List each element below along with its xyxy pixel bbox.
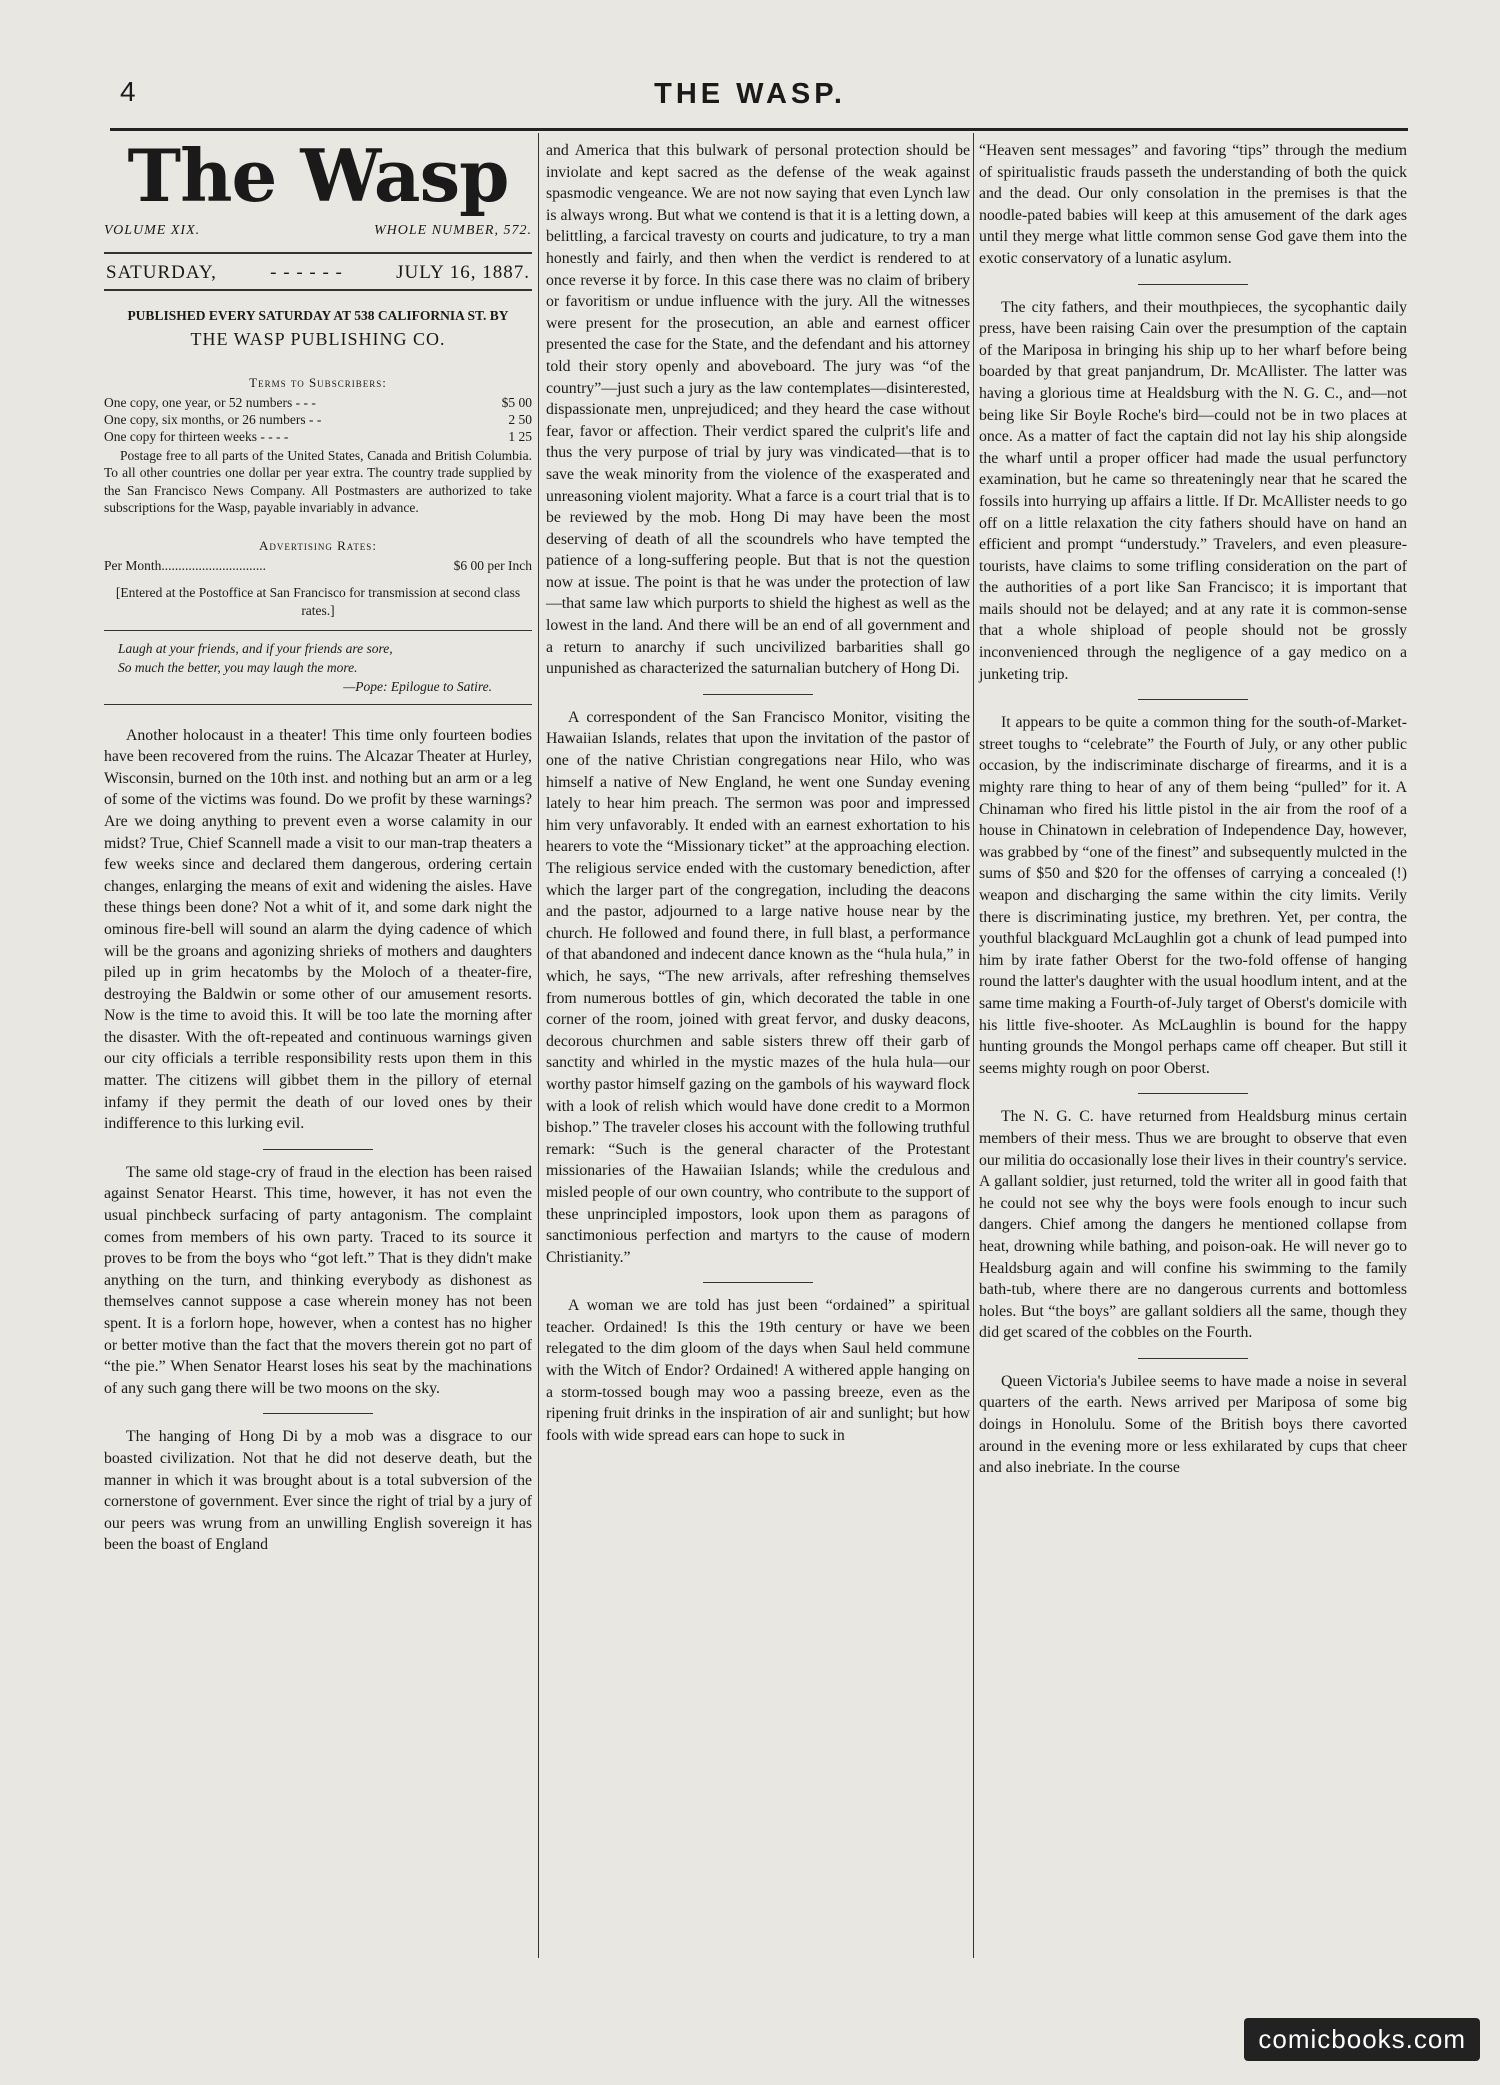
running-title: THE WASP.	[654, 78, 846, 110]
terms-label: One copy, one year, or 52 numbers - - -	[104, 394, 316, 410]
terms-price: $5 00	[501, 394, 532, 410]
column-3	[979, 140, 1407, 1479]
article-separator	[263, 1413, 373, 1414]
advertising-label: Per Month...............................	[104, 557, 266, 573]
motto-line: Laugh at your friends, and if your friends are sore,	[118, 640, 393, 656]
advertising-price: $6 00 per Inch	[453, 557, 532, 573]
article-separator	[703, 694, 813, 695]
article-paragraph: A woman we are told has just been “ordained” a spiritual teacher. Ordained! Is this the 19th century or have we been relegated to the dim gloom of the days when Saul held commune with the Witch of Endor? Ordained! A withered apple hanging on a storm-tossed bough may woo a passing breeze, even as the ripening fruit drinks in the inspiration of air and sunlight; but how fools with wide spread ears can hope to suck in	[546, 1297, 970, 1444]
advertising-heading: Advertising Rates:	[259, 537, 377, 553]
article-paragraph: The city fathers, and their mouthpieces, the sycophantic daily press, have been raising Cain over the presumption of the captain of the Mariposa in bringing his ship up to her wharf before being boarded by that great panjandrum, Dr. McAllister. The latter was having a glorious time at Healdsburg with the N. G. C., and—not being like Sir Boyle Roche's bird—could not be in two places at once. As a matter of fact the captain did not lay his ship alongside the wharf until a proper officer had made the usual perfunctory examination, but he came so threateningly near that he scared the fossils into hurrying up affairs a little. If Dr. McAllister needs to go off on a little relaxation the city fathers should have on hand an efficient and prompt “understudy.” Travelers, and even pleasure-tourists, have claims to some trifling consideration on the part of the authorities of a port like San Francisco; it is important that mails should not be delayed; and at any rate it is common-sense that a whole shipload of people should not be grossly inconvenienced through the negligence of a gay medico on a junketing trip.	[979, 298, 1407, 683]
terms-label: One copy, six months, or 26 numbers - -	[104, 411, 322, 427]
article-paragraph: Queen Victoria's Jubilee seems to have made a noise in several quarters of the earth. News arrived per Mariposa of some big doings in Honolulu. Some of the British boys there cavorted around in the evening more or less exhilarated by cups that cheer and also inebriate. In the course	[979, 1372, 1407, 1477]
whole-number: WHOLE NUMBER, 572.	[374, 223, 532, 238]
publisher: THE WASP PUBLISHING CO.	[190, 328, 446, 349]
masthead-title: The Wasp	[127, 133, 509, 218]
dateline-date: JULY 16, 1887.	[396, 261, 530, 283]
motto	[104, 630, 532, 705]
advertising-row	[104, 557, 532, 574]
terms-heading: Terms to Subscribers:	[249, 375, 387, 391]
watermark-badge: comicbooks.com	[1244, 2018, 1480, 2061]
article-paragraph: A correspondent of the San Francisco Monitor, visiting the Hawaiian Islands, relates that upon the invitation of the pastor of one of the native Christian congregations near Hilo, who was himself a native of New England, he went one Sunday evening lately to hear him preach. The sermon was poor and impressed him very unfavorably. It ended with an earnest exhortation to his hearers to vote the “Missionary ticket” at the approaching election. The religious service ended with the customary benediction, after which the larger part of the congregation, including the deacons and the pastor, adjourned to a large native house near by the church. He followed and found there, in full blast, a performance of that abandoned and indecent dance known as the “hula hula,” in which, he says, “The new arrivals, after refreshing themselves from numerous bottles of gin, which decorated the table in one corner of the room, joined with great fervor, and dusky deacons, decorous churchmen and sable sisters threw off their garb of sanctity and whirled in the mystic mazes of the hula hula—our worthy pastor himself gazing on the gambols of his wayward flock with a look of relish which would have done credit to a Mormon bishop.” The traveler closes his account with the following truthful remark: “Such is the general character of the Protestant missionaries of the Hawaiian Islands; while the credulous and misled people of our own country, who contribute to the support of these unprincipled impostors, look upon them as paragons of sanctimonious perfection and martyrs to the cause of modern Christianity.”	[546, 708, 970, 1266]
top-rule	[110, 128, 1408, 131]
article-separator	[1138, 699, 1248, 700]
article-separator	[1138, 284, 1248, 285]
motto-source: —Pope: Epilogue to Satire.	[343, 678, 492, 694]
dateline-day: SATURDAY,	[106, 261, 217, 283]
volume-line	[104, 220, 532, 242]
article-paragraph: Another holocaust in a theater! This time only fourteen bodies have been recovered from the ruins. The Alcazar Theater at Hurley, Wisconsin, burned on the 10th inst. and nothing but an arm or a leg of some of the victims was found. Do we profit by these warnings? Are we doing anything to prevent even a worse calamity in our midst? True, Chief Scannell made a visit to our man-trap theaters a few weeks since and declared them dangerous, ordering certain changes, enlarging the means of exit and widening the aisles. Have these things been done? Not a whit of it, and some dark night the ominous fire-bell will sound an alarm the dying cadence of which will be the groans and agonizing shrieks of mothers and daughters piled up in grim hecatombs by the Moloch of a theater-fire, destroying the Baldwin or some other of our amusement resorts. Now is the time to avoid this. It will be too late the morning after the disaster. With the oft-repeated and continuous warnings given our city officials a terrible responsibility rests upon them in this matter. The citizens will gibbet them in the pillory of eternal infamy if they permit the death of our loved ones by their indifference to this lurking evil.	[104, 726, 532, 1133]
volume: VOLUME XIX.	[104, 223, 201, 238]
terms-row	[104, 411, 532, 428]
motto-line: So much the better, you may laugh the more.	[118, 659, 358, 675]
article-paragraph: “Heaven sent messages” and favoring “tips” through the medium of spiritualistic frauds passeth the understanding of both the quick and the dead. Our only consolation in the premises is that the noodle-pated babies will keep at this amusement of the dark ages until they merge what little common sense God gave them into the exotic conservatory of a lunatic asylum.	[979, 142, 1407, 267]
postage-note: Postage free to all parts of the United States, Canada and British Columbia. To all other countries one dollar per year extra. The country trade supplied by the San Francisco News Company. All Postmasters are authorized to take subscriptions for the Wasp, payable invariably in advance.	[104, 447, 532, 516]
column-1	[104, 133, 532, 1556]
terms-row	[104, 428, 532, 445]
column-2	[546, 140, 970, 1446]
entered-note: [Entered at the Postoffice at San Francisco for transmission at second class rates.]	[115, 584, 521, 618]
article-paragraph: The same old stage-cry of fraud in the election has been raised against Senator Hearst. This time, however, it has not even the usual pinchbeck surfacing of party antagonism. The complaint comes from members of his own party. Traced to its source it proves to be from the boys who “got left.” That is they didn't make anything on the turn, and thinking everybody as dishonest as themselves cannot suppose a case wherein money has not been spent. It is a forlorn hope, however, when a contest has no higher or better motive than the fact that the movers therein got no part of “the pie.” When Senator Hearst loses his seat by the machinations of any such gang there will be two moons on the sky.	[104, 1163, 532, 1397]
terms-row	[104, 394, 532, 411]
article-separator	[1138, 1093, 1248, 1094]
terms-label: One copy for thirteen weeks - - - -	[104, 428, 289, 444]
terms-price: 2 50	[508, 411, 532, 427]
article-paragraph: It appears to be quite a common thing for the south-of-Market-street toughs to “celebrate” the Fourth of July, or any other public occasion, by the indiscriminate discharge of firearms, and it is a mighty rare thing to hear of any of them being “pulled” for it. A Chinaman who fired his little pistol in the air from the roof of a house in Chinatown in celebration of Independence Day, however, was grabbed by “one of the finest” and subsequently mulcted in the sums of $50 and $20 for the offenses of carrying a concealed (!) weapon and discharging the same within the city limits. Verily there is discriminating justice, my brethren. Yet, per contra, the youthful blackguard McLaughlin got a chunk of lead pumped into him by irate father Oberst for the two-fold offense of hanging round the latter's daughter with the usual hoodlum intent, and at the same time making a Fourth-of-July target of Oberst's domicile with his little five-shooter. As McLaughlin is bound for the happy hunting grounds the Mongol perhaps came off cheaper. But still it seems mighty rough on poor Oberst.	[979, 714, 1407, 1077]
dateline-dashes: - - - - - -	[270, 261, 343, 283]
article-paragraph: The N. G. C. have returned from Healdsburg minus certain members of their mess. Thus we are brought to observe that even our militia do occasionally lose their lives in their country's service. A gallant soldier, just returned, told the writer all in good faith that he could not see why the boys were fools enough to incur such dangers. Chief among the dangers he mentioned collapse from heat, drowning while bathing, and poison-oak. He will never go to Healdsburg again and will confine his swimming to the family bath-tub, where there are no dangerous currents and bottomless holes. But “the boys” are gallant soldiers all the same, though they did get scared of the cobbles on the Fourth.	[979, 1108, 1407, 1342]
terms-price: 1 25	[508, 428, 532, 444]
article-separator	[263, 1149, 373, 1150]
column-rule-2	[973, 133, 974, 1958]
dateline	[104, 252, 532, 292]
column-rule-1	[538, 133, 539, 1958]
page-number: 4	[120, 76, 136, 107]
article-paragraph: and America that this bulwark of personal protection should be inviolate and kept sacred as the defense of the weak against spasmodic vengeance. We are not now saying that even Lynch law is always wrong. But what we contend is that it is a letting down, a belittling, a farcical travesty on courts and judicature, to try a man honestly and fairly, and then when the verdict is rendered to at once reverse it by force. In this case there was no claim of bribery or favoritism or undue influence with the jury. All the witnesses were present for the prosecution, an able and earnest officer presented the case for the State, and the defendant and his attorney told their story openly and aboveboard. The jury was “of the country”—just such a jury as the law contemplates—disinterested, dispassionate men, unprejudiced; and they heard the case without fear, favor or affection. Their verdict spared the culprit's life and thus the very purpose of trial by jury was vindicated—that is to save the weak minority from the violence of the exasperated and unreasoning violent majority. What a farce is a court trial that is to be reviewed by the mob. Hong Di may have been the most deserving of death of all the scoundrels who have tempted the patience of a long-suffering people. But that is not the question now at issue. The point is that he was under the protection of law—that same law which purports to shield the highest as well as the lowest in the land. And there will be an end of all government and a return to anarchy if such uncivilized barbarities shall go unpunished as characterized the saturnalian butchery of Hong Di.	[546, 142, 970, 678]
published-line: PUBLISHED EVERY SATURDAY AT 538 CALIFORNIA ST. BY	[127, 308, 509, 324]
article-separator	[1138, 1358, 1248, 1359]
article-separator	[703, 1282, 813, 1283]
article-paragraph: The hanging of Hong Di by a mob was a disgrace to our boasted civilization. Not that he did not deserve death, but the manner in which it was brought about is a total subversion of the cornerstone of government. Ever since the right of trial by a jury of our peers was wrung from an unwilling English sovereign it has been the boast of England	[104, 1428, 532, 1554]
